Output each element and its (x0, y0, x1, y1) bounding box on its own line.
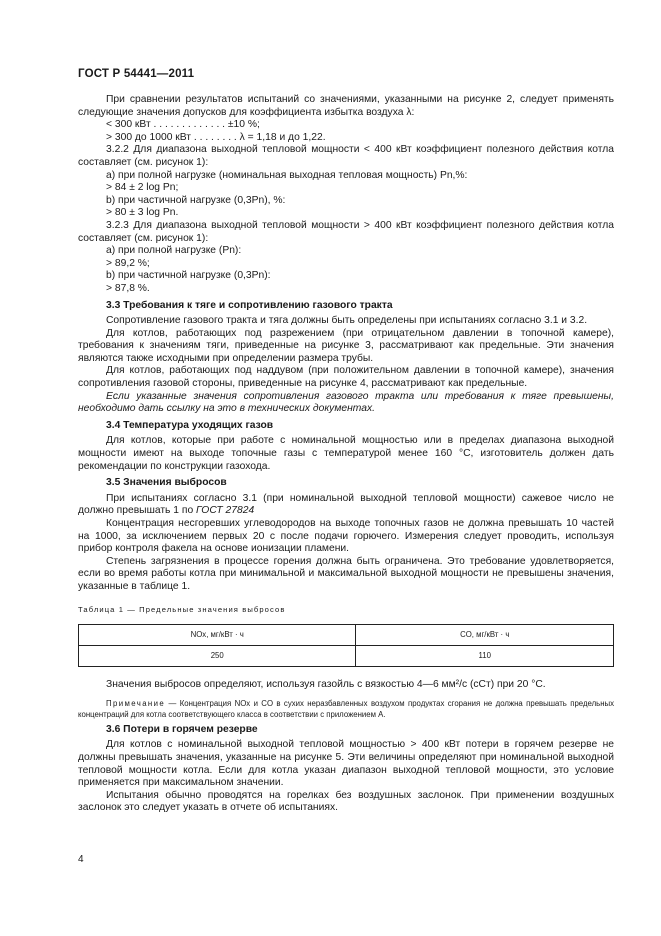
section-3-3-paragraph-2: Для котлов, работающих под разрежением (при отрицательном давлении в топочной камере), требования к значениям тяги, приведенные на рисунке 3, рассматривают как предельные. Эти значения являются также исходными при определении размера трубы. (78, 327, 614, 364)
clause-3-2-2: 3.2.2 Для диапазона выходной тепловой мощности < 400 кВт коэффициент полезного действия котла составляет (см. рисунок 1): (78, 144, 614, 168)
note-text: — Концентрация NOx и CO в сухих неразбавленных воздухом продуктах сгорания не должна превышать предельных концентраций для котла соответствующего класса в соответствии с приложением А. (78, 698, 614, 719)
section-3-6-paragraph-2: Испытания обычно проводятся на горелках без воздушных заслонок. При применении воздушных заслонок это следует указать в отчете об испытаниях. (78, 789, 614, 814)
section-3-6-heading: 3.6 Потери в горячем резерве (106, 723, 258, 735)
spacer (78, 667, 614, 679)
section-3-6-paragraph-1: Для котлов с номинальной выходной тепловой мощностью > 400 кВт потери в горячем резерве не должны превышать значения, указанные на рисунке 5. Эти величины определяют при номинальной выходной тепловой мощности котла. Если для котла указан диапазон выходной тепловой мощности, это условие применяется при максимальном значении. (78, 739, 614, 789)
emissions-measurement-paragraph: Значения выбросов определяют, используя газойль с вязкостью 4—6 мм²/с (сСт) при 20 °С. (106, 679, 546, 691)
table-1-caption-text: 1 — Предельные значения выбросов (118, 604, 286, 614)
section-3-3-paragraph-1: Сопротивление газового тракта и тяга должны быть определены при испытаниях согласно 3.1 и 3.2. (106, 315, 588, 327)
section-3-3-heading: 3.3 Требования к тяге и сопротивлению газового тракта (106, 299, 393, 311)
clause-3-2-3-value-b: > 87,8 %. (106, 282, 150, 294)
table-header-row (79, 625, 614, 646)
section-3-5-paragraph-1-text: При испытаниях согласно 3.1 (при номинальной выходной тепловой мощности) сажевое число не должно превышать 1 по (78, 492, 614, 517)
section-3-3-paragraph-3: Для котлов, работающих под наддувом (при положительном давлении в топочной камере), значения сопротивления газовой стороны, приведенные на рисунке 4, рассматривают как предельные. (78, 365, 614, 390)
gost-27824-reference: ГОСТ 27824 (196, 505, 255, 517)
section-3-5-paragraph-3: Степень загрязнения в процессе горения должна быть ограничена. Это требование удовлетворяется, если во время работы котла при минимальной и максимальной выходной мощности не превышены значения, указанные в таблице 1. (78, 555, 614, 592)
note-label: Примечание (106, 698, 166, 708)
clause-3-2-2-value-a: > 84 ± 2 log Pn; (106, 182, 179, 194)
section-3-5-heading: 3.5 Значения выбросов (106, 477, 227, 489)
table-header-co: CO, мг/кВт · ч (356, 625, 614, 646)
clause-3-2-3: 3.2.3 Для диапазона выходной тепловой мощности > 400 кВт коэффициент полезного действия котла составляет (см. рисунок 1): (78, 219, 614, 244)
table-cell-co: 110 (356, 646, 614, 667)
clause-3-2-2-item-b: b) при частичной нагрузке (0,3Pn), %: (106, 194, 286, 206)
clause-3-2-3-item-a: a) при полной нагрузке (Pn): (106, 245, 242, 257)
table-header-nox: NOx, мг/кВт · ч (79, 625, 356, 646)
page-number: 4 (78, 854, 84, 865)
tolerance-line-2: > 300 до 1000 кВт . . . . . . . . λ = 1,18 и до 1,22. (106, 131, 326, 143)
table-1-caption (78, 604, 614, 617)
emissions-table (78, 624, 614, 667)
clause-3-2-3-item-b: b) при частичной нагрузке (0,3Pn): (106, 270, 271, 282)
section-3-5-paragraph-2: Концентрация несгоревших углеводородов на выходе топочных газов не должна превышать 10 частей на 1000, за исключением первых 20 с после подачи горючего. Измерения следует проводить, используя прибор контроля факела на основе ионизации пламени. (78, 518, 614, 555)
section-3-4-heading: 3.4 Температура уходящих газов (106, 419, 274, 431)
clause-3-2-3-value-a: > 89,2 %; (106, 257, 150, 269)
section-3-3-paragraph-4: Если указанные значения сопротивления газового тракта или требования к тяге превышены, необходимо дать ссылку на это в технических документах. (78, 390, 614, 415)
tolerance-line-1: < 300 кВт . . . . . . . . . . . . . ±10 %; (106, 119, 260, 131)
table-row (79, 646, 614, 667)
table-1-caption-word: Таблица (78, 604, 116, 614)
section-3-5-paragraph-1 (78, 493, 614, 518)
intro-paragraph: При сравнении результатов испытаний со значениями, указанными на рисунке 2, следует применять следующие значения допусков для коэффициента избытка воздуха λ: (78, 94, 614, 118)
clause-3-2-2-item-a: a) при полной нагрузке (номинальная выходная тепловая мощность) Pn,%: (106, 169, 468, 181)
clause-3-2-2-value-b: > 80 ± 3 log Pn. (106, 207, 179, 219)
section-3-4-paragraph-1: Для котлов, которые при работе с номинальной мощностью или в пределах диапазона выходной мощности имеют на выходе топочные газы с температурой менее 160 °С, изготовитель должен дать рекомендации по конструкции газохода. (78, 435, 614, 472)
table-cell-nox: 250 (79, 646, 356, 667)
note (78, 698, 614, 720)
standard-header: ГОСТ Р 54441—2011 (78, 68, 195, 80)
document-body (78, 94, 614, 815)
